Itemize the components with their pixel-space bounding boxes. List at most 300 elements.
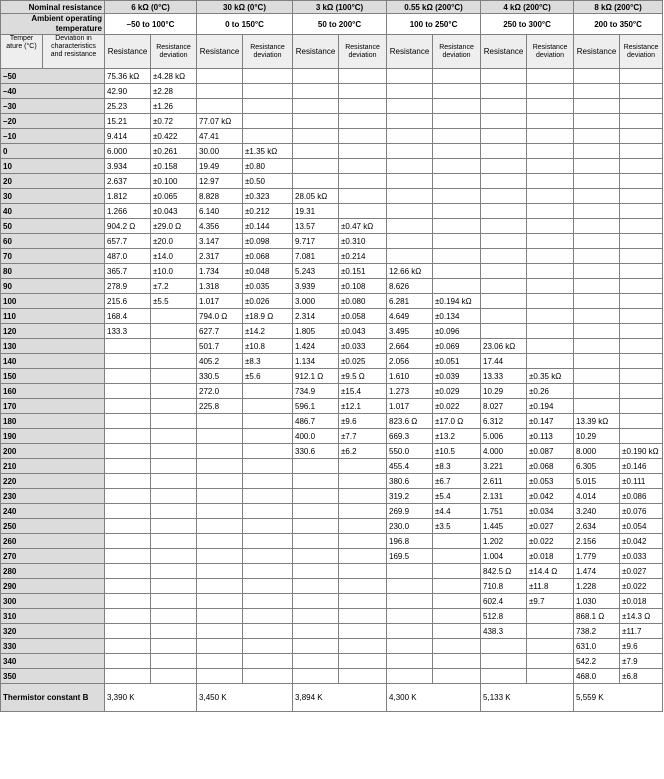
deviation-cell: ±11.7	[620, 624, 663, 639]
resistance-cell: 6.140	[197, 204, 243, 219]
resistance-deviation-header: Resistance deviation	[433, 35, 481, 69]
resistance-cell	[574, 294, 620, 309]
deviation-cell	[620, 339, 663, 354]
resistance-cell: 904.2 Ω	[105, 219, 151, 234]
deviation-cell	[243, 594, 293, 609]
deviation-cell	[151, 489, 197, 504]
resistance-cell: 487.0	[105, 249, 151, 264]
resistance-cell: 1.228	[574, 579, 620, 594]
resistance-cell	[197, 489, 243, 504]
resistance-cell	[574, 204, 620, 219]
deviation-cell	[527, 234, 574, 249]
table-row	[1, 129, 663, 144]
resistance-header: Resistance	[574, 35, 620, 69]
temperature-cell: 90	[1, 279, 105, 294]
temperature-cell: 170	[1, 399, 105, 414]
deviation-cell	[151, 309, 197, 324]
table-row	[1, 69, 663, 84]
resistance-cell	[574, 189, 620, 204]
resistance-cell	[105, 579, 151, 594]
temperature-cell: 240	[1, 504, 105, 519]
temperature-cell: 220	[1, 474, 105, 489]
deviation-cell: ±0.113	[527, 429, 574, 444]
resistance-cell	[293, 474, 339, 489]
resistance-cell	[105, 399, 151, 414]
deviation-cell: ±0.100	[151, 174, 197, 189]
deviation-cell: ±9.6	[620, 639, 663, 654]
deviation-cell	[151, 579, 197, 594]
resistance-cell	[197, 669, 243, 684]
resistance-cell	[105, 549, 151, 564]
deviation-cell	[339, 99, 387, 114]
resistance-cell: 5.006	[481, 429, 527, 444]
resistance-cell	[574, 174, 620, 189]
deviation-cell	[433, 69, 481, 84]
deviation-cell	[433, 279, 481, 294]
deviation-cell: ±1.26	[151, 99, 197, 114]
temperature-header: Temper ature (°C)	[1, 35, 43, 69]
resistance-cell	[387, 144, 433, 159]
deviation-cell: ±0.054	[620, 519, 663, 534]
model-range: 250 to 300°C	[481, 14, 574, 35]
resistance-cell: 823.6 Ω	[387, 414, 433, 429]
table-row	[1, 624, 663, 639]
deviation-cell	[243, 564, 293, 579]
resistance-cell	[574, 114, 620, 129]
deviation-cell: ±0.029	[433, 384, 481, 399]
resistance-cell	[387, 639, 433, 654]
deviation-cell: ±0.080	[339, 294, 387, 309]
model-range: 50 to 200°C	[293, 14, 387, 35]
b-constant-value: 4,300 K	[387, 684, 481, 712]
deviation-cell	[433, 549, 481, 564]
table-row	[1, 339, 663, 354]
resistance-cell: 3.934	[105, 159, 151, 174]
deviation-cell: ±0.051	[433, 354, 481, 369]
temperature-cell: 280	[1, 564, 105, 579]
deviation-cell	[527, 354, 574, 369]
resistance-cell	[481, 219, 527, 234]
model-nominal: 3 kΩ (100°C)	[293, 1, 387, 14]
resistance-cell	[197, 84, 243, 99]
resistance-cell: 4.356	[197, 219, 243, 234]
resistance-cell	[387, 114, 433, 129]
temperature-cell: 160	[1, 384, 105, 399]
deviation-cell	[151, 474, 197, 489]
deviation-cell	[243, 489, 293, 504]
temperature-cell: 20	[1, 174, 105, 189]
table-row	[1, 309, 663, 324]
deviation-cell: ±0.50	[243, 174, 293, 189]
deviation-cell: ±0.043	[339, 324, 387, 339]
temperature-cell: 260	[1, 534, 105, 549]
resistance-cell	[105, 624, 151, 639]
resistance-cell: 1.030	[574, 594, 620, 609]
deviation-cell: ±0.069	[433, 339, 481, 354]
model-range: 200 to 350°C	[574, 14, 663, 35]
table-row	[1, 354, 663, 369]
deviation-cell: ±0.147	[527, 414, 574, 429]
deviation-cell: ±5.6	[243, 369, 293, 384]
resistance-cell	[197, 414, 243, 429]
resistance-cell: 912.1 Ω	[293, 369, 339, 384]
deviation-cell: ±0.190 kΩ	[620, 444, 663, 459]
resistance-cell: 1.318	[197, 279, 243, 294]
resistance-cell: 225.8	[197, 399, 243, 414]
deviation-cell: ±14.2	[243, 324, 293, 339]
deviation-cell	[433, 159, 481, 174]
deviation-cell	[339, 159, 387, 174]
resistance-cell	[481, 669, 527, 684]
deviation-cell: ±0.068	[243, 249, 293, 264]
deviation-cell	[620, 264, 663, 279]
table-row	[1, 219, 663, 234]
deviation-cell	[151, 324, 197, 339]
deviation-cell	[527, 324, 574, 339]
resistance-cell	[293, 84, 339, 99]
deviation-cell	[339, 174, 387, 189]
table-row	[1, 99, 663, 114]
resistance-cell: 400.0	[293, 429, 339, 444]
deviation-cell	[433, 249, 481, 264]
deviation-cell	[527, 339, 574, 354]
temperature-cell: –40	[1, 84, 105, 99]
deviation-cell	[243, 429, 293, 444]
deviation-cell: ±0.087	[527, 444, 574, 459]
deviation-cell	[243, 534, 293, 549]
deviation-cell: ±9.5 Ω	[339, 369, 387, 384]
resistance-cell	[105, 639, 151, 654]
temperature-cell: 140	[1, 354, 105, 369]
deviation-cell: ±0.042	[620, 534, 663, 549]
deviation-cell	[433, 579, 481, 594]
deviation-cell	[620, 279, 663, 294]
resistance-cell	[197, 99, 243, 114]
resistance-cell	[293, 114, 339, 129]
resistance-cell	[197, 459, 243, 474]
resistance-cell	[293, 174, 339, 189]
resistance-cell	[481, 114, 527, 129]
resistance-cell: 133.3	[105, 324, 151, 339]
table-row	[1, 429, 663, 444]
resistance-cell: 3.939	[293, 279, 339, 294]
resistance-cell	[387, 594, 433, 609]
deviation-cell	[151, 369, 197, 384]
resistance-cell	[197, 474, 243, 489]
resistance-cell: 269.9	[387, 504, 433, 519]
deviation-cell	[433, 669, 481, 684]
deviation-cell	[151, 444, 197, 459]
deviation-cell	[243, 519, 293, 534]
temperature-cell: 210	[1, 459, 105, 474]
deviation-cell	[620, 99, 663, 114]
resistance-cell: 486.7	[293, 414, 339, 429]
resistance-cell	[197, 594, 243, 609]
deviation-cell	[339, 189, 387, 204]
deviation-cell: ±0.039	[433, 369, 481, 384]
deviation-cell: ±0.018	[620, 594, 663, 609]
table-row	[1, 549, 663, 564]
resistance-cell: 169.5	[387, 549, 433, 564]
resistance-cell: 8.000	[574, 444, 620, 459]
resistance-cell: 3.240	[574, 504, 620, 519]
deviation-cell: ±0.022	[620, 579, 663, 594]
deviation-cell	[339, 594, 387, 609]
deviation-cell: ±0.034	[527, 504, 574, 519]
resistance-cell	[293, 159, 339, 174]
resistance-cell	[574, 129, 620, 144]
deviation-cell	[620, 429, 663, 444]
resistance-cell: 438.3	[481, 624, 527, 639]
resistance-cell	[105, 459, 151, 474]
deviation-cell	[433, 174, 481, 189]
temperature-cell: 250	[1, 519, 105, 534]
deviation-cell: ±0.058	[339, 309, 387, 324]
resistance-cell	[197, 504, 243, 519]
resistance-cell: 13.33	[481, 369, 527, 384]
resistance-cell: 1.812	[105, 189, 151, 204]
resistance-cell: 2.637	[105, 174, 151, 189]
deviation-cell	[151, 594, 197, 609]
resistance-cell: 230.0	[387, 519, 433, 534]
deviation-cell: ±17.0 Ω	[433, 414, 481, 429]
resistance-cell: 738.2	[574, 624, 620, 639]
resistance-cell	[105, 369, 151, 384]
resistance-deviation-header: Resistance deviation	[620, 35, 663, 69]
resistance-cell: 10.29	[574, 429, 620, 444]
model-nominal: 0.55 kΩ (200°C)	[387, 1, 481, 14]
resistance-cell: 319.2	[387, 489, 433, 504]
resistance-cell: 2.131	[481, 489, 527, 504]
deviation-cell	[620, 249, 663, 264]
table-row	[1, 609, 663, 624]
resistance-cell: 1.779	[574, 549, 620, 564]
deviation-cell	[339, 84, 387, 99]
temperature-cell: 310	[1, 609, 105, 624]
temperature-cell: 30	[1, 189, 105, 204]
deviation-cell	[339, 129, 387, 144]
resistance-cell	[481, 84, 527, 99]
deviation-cell	[243, 609, 293, 624]
deviation-cell: ±0.47 kΩ	[339, 219, 387, 234]
resistance-cell	[197, 654, 243, 669]
resistance-cell: 794.0 Ω	[197, 309, 243, 324]
resistance-cell: 455.4	[387, 459, 433, 474]
resistance-cell: 1.424	[293, 339, 339, 354]
resistance-deviation-header: Resistance deviation	[339, 35, 387, 69]
resistance-cell: 3.495	[387, 324, 433, 339]
deviation-cell	[339, 69, 387, 84]
deviation-cell: ±0.310	[339, 234, 387, 249]
column-header-row	[1, 35, 663, 69]
resistance-cell: 1.273	[387, 384, 433, 399]
resistance-cell	[574, 219, 620, 234]
resistance-cell: 6.000	[105, 144, 151, 159]
resistance-cell: 842.5 Ω	[481, 564, 527, 579]
table-row	[1, 639, 663, 654]
deviation-cell	[151, 414, 197, 429]
deviation-cell	[339, 579, 387, 594]
resistance-cell	[574, 249, 620, 264]
resistance-cell: 12.97	[197, 174, 243, 189]
deviation-cell: ±9.7	[527, 594, 574, 609]
resistance-cell	[481, 174, 527, 189]
resistance-cell	[481, 639, 527, 654]
deviation-cell	[527, 639, 574, 654]
table-row	[1, 594, 663, 609]
table-row	[1, 399, 663, 414]
table-row	[1, 474, 663, 489]
resistance-cell	[387, 219, 433, 234]
deviation-cell	[433, 129, 481, 144]
deviation-cell: ±7.9	[620, 654, 663, 669]
resistance-cell: 19.31	[293, 204, 339, 219]
resistance-cell	[387, 249, 433, 264]
deviation-cell	[339, 624, 387, 639]
deviation-cell	[339, 534, 387, 549]
resistance-cell: 10.29	[481, 384, 527, 399]
resistance-cell	[105, 609, 151, 624]
temperature-cell: 230	[1, 489, 105, 504]
table-row	[1, 519, 663, 534]
deviation-cell: ±0.027	[620, 564, 663, 579]
deviation-cell	[527, 69, 574, 84]
deviation-cell: ±0.194 kΩ	[433, 294, 481, 309]
deviation-cell	[433, 114, 481, 129]
resistance-header: Resistance	[481, 35, 527, 69]
resistance-cell: 550.0	[387, 444, 433, 459]
deviation-cell	[243, 114, 293, 129]
deviation-cell	[433, 564, 481, 579]
resistance-cell	[293, 624, 339, 639]
resistance-cell	[387, 84, 433, 99]
table-row	[1, 294, 663, 309]
resistance-cell	[105, 504, 151, 519]
deviation-cell: ±6.7	[433, 474, 481, 489]
table-row	[1, 114, 663, 129]
deviation-cell: ±0.033	[620, 549, 663, 564]
resistance-cell	[293, 579, 339, 594]
deviation-cell: ±0.043	[151, 204, 197, 219]
deviation-cell: ±14.4 Ω	[527, 564, 574, 579]
resistance-cell: 12.66 kΩ	[387, 264, 433, 279]
table-row	[1, 249, 663, 264]
resistance-cell	[105, 519, 151, 534]
deviation-cell: ±0.027	[527, 519, 574, 534]
deviation-cell	[527, 84, 574, 99]
thermistor-constant-label: Thermistor constant B	[1, 684, 105, 712]
resistance-cell: 1.004	[481, 549, 527, 564]
resistance-cell: 2.611	[481, 474, 527, 489]
deviation-cell	[151, 339, 197, 354]
deviation-cell	[620, 234, 663, 249]
deviation-cell: ±6.8	[620, 669, 663, 684]
resistance-cell: 631.0	[574, 639, 620, 654]
deviation-cell	[433, 609, 481, 624]
resistance-cell: 1.134	[293, 354, 339, 369]
deviation-cell	[339, 564, 387, 579]
deviation-cell: ±0.098	[243, 234, 293, 249]
deviation-cell	[151, 609, 197, 624]
deviation-cell	[243, 459, 293, 474]
deviation-cell	[339, 669, 387, 684]
resistance-cell: 330.6	[293, 444, 339, 459]
resistance-cell	[105, 444, 151, 459]
resistance-cell	[574, 399, 620, 414]
deviation-cell	[339, 549, 387, 564]
resistance-cell	[574, 144, 620, 159]
deviation-cell	[151, 459, 197, 474]
resistance-cell: 7.081	[293, 249, 339, 264]
resistance-cell	[387, 129, 433, 144]
resistance-cell: 1.751	[481, 504, 527, 519]
deviation-cell	[243, 639, 293, 654]
table-row	[1, 414, 663, 429]
temperature-cell: –50	[1, 69, 105, 84]
resistance-cell: 380.6	[387, 474, 433, 489]
resistance-header: Resistance	[293, 35, 339, 69]
deviation-cell	[243, 654, 293, 669]
model-range: 100 to 250°C	[387, 14, 481, 35]
ambient-temperature-label: Ambient operating temperature	[1, 14, 105, 35]
resistance-cell: 1.474	[574, 564, 620, 579]
resistance-cell: 4.649	[387, 309, 433, 324]
temperature-cell: 40	[1, 204, 105, 219]
temperature-cell: 180	[1, 414, 105, 429]
resistance-cell: 4.014	[574, 489, 620, 504]
deviation-cell	[620, 369, 663, 384]
deviation-cell	[243, 84, 293, 99]
deviation-cell: ±4.28 kΩ	[151, 69, 197, 84]
resistance-cell	[293, 519, 339, 534]
deviation-cell	[339, 609, 387, 624]
resistance-cell: 6.312	[481, 414, 527, 429]
resistance-cell: 19.49	[197, 159, 243, 174]
resistance-cell: 365.7	[105, 264, 151, 279]
resistance-cell	[105, 429, 151, 444]
resistance-cell: 17.44	[481, 354, 527, 369]
resistance-cell	[105, 474, 151, 489]
deviation-cell: ±3.5	[433, 519, 481, 534]
resistance-cell: 9.717	[293, 234, 339, 249]
b-constant-value: 3,894 K	[293, 684, 387, 712]
table-row	[1, 189, 663, 204]
deviation-cell: ±0.35 kΩ	[527, 369, 574, 384]
deviation-cell	[339, 654, 387, 669]
resistance-cell	[481, 279, 527, 294]
deviation-cell: ±0.035	[243, 279, 293, 294]
table-row	[1, 264, 663, 279]
resistance-cell	[197, 444, 243, 459]
resistance-cell: 6.305	[574, 459, 620, 474]
model-range: 0 to 150°C	[197, 14, 293, 35]
deviation-cell	[620, 294, 663, 309]
table-row	[1, 279, 663, 294]
temperature-cell: 100	[1, 294, 105, 309]
temperature-cell: 320	[1, 624, 105, 639]
resistance-cell	[387, 609, 433, 624]
deviation-cell	[243, 69, 293, 84]
deviation-cell: ±0.146	[620, 459, 663, 474]
resistance-cell	[293, 129, 339, 144]
resistance-cell: 468.0	[574, 669, 620, 684]
deviation-cell	[527, 189, 574, 204]
deviation-cell	[620, 69, 663, 84]
deviation-cell: ±0.111	[620, 474, 663, 489]
resistance-cell: 1.266	[105, 204, 151, 219]
deviation-cell	[339, 474, 387, 489]
resistance-cell	[105, 489, 151, 504]
